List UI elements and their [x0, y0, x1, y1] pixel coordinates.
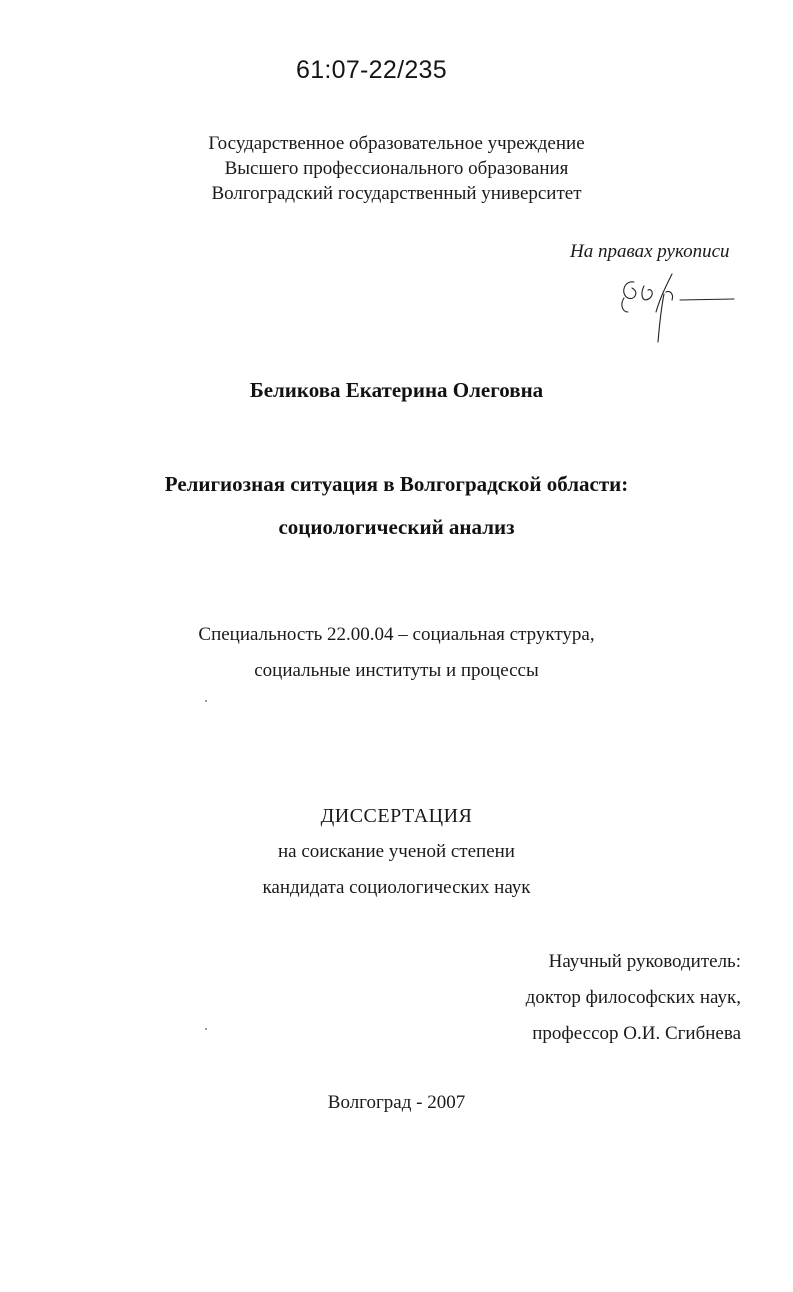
- degree-block: [0, 798, 793, 906]
- supervisor-degree: доктор философских наук,: [525, 987, 741, 1008]
- institution-block: [0, 131, 793, 206]
- archive-code: 61:07-22/235: [296, 56, 447, 84]
- city-year: Волгоград - 2007: [327, 1092, 466, 1113]
- degree-line-1: на соискание ученой степени: [278, 841, 515, 862]
- dissertation-heading: ДИССЕРТАЦИЯ: [320, 805, 473, 827]
- author-name: Беликова Екатерина Олеговна: [249, 378, 544, 402]
- specialty-line-2: социальные институты и процессы: [254, 660, 539, 681]
- institution-line-1: Государственное образовательное учреждение: [208, 133, 585, 154]
- title-line-1: Религиозная ситуация в Волгоградской области:: [164, 472, 629, 496]
- scan-speck: [205, 1028, 207, 1030]
- supervisor-label: Научный руководитель:: [548, 951, 741, 972]
- specialty-block: [0, 617, 793, 689]
- supervisor-block: [526, 944, 741, 1052]
- scan-speck: [205, 700, 207, 702]
- institution-line-2: Высшего профессионального образования: [224, 158, 569, 179]
- title-line-2: социологический анализ: [278, 515, 515, 539]
- supervisor-name: профессор О.И. Сгибнева: [532, 1023, 741, 1044]
- institution-line-3: Волгоградский государственный университет: [211, 183, 582, 204]
- dissertation-title: [0, 463, 793, 549]
- manuscript-note: На правах рукописи: [570, 241, 730, 262]
- specialty-line-1: Специальность 22.00.04 – социальная структура,: [198, 624, 595, 645]
- handwritten-signature: [606, 268, 746, 348]
- degree-line-2: кандидата социологических наук: [262, 877, 531, 898]
